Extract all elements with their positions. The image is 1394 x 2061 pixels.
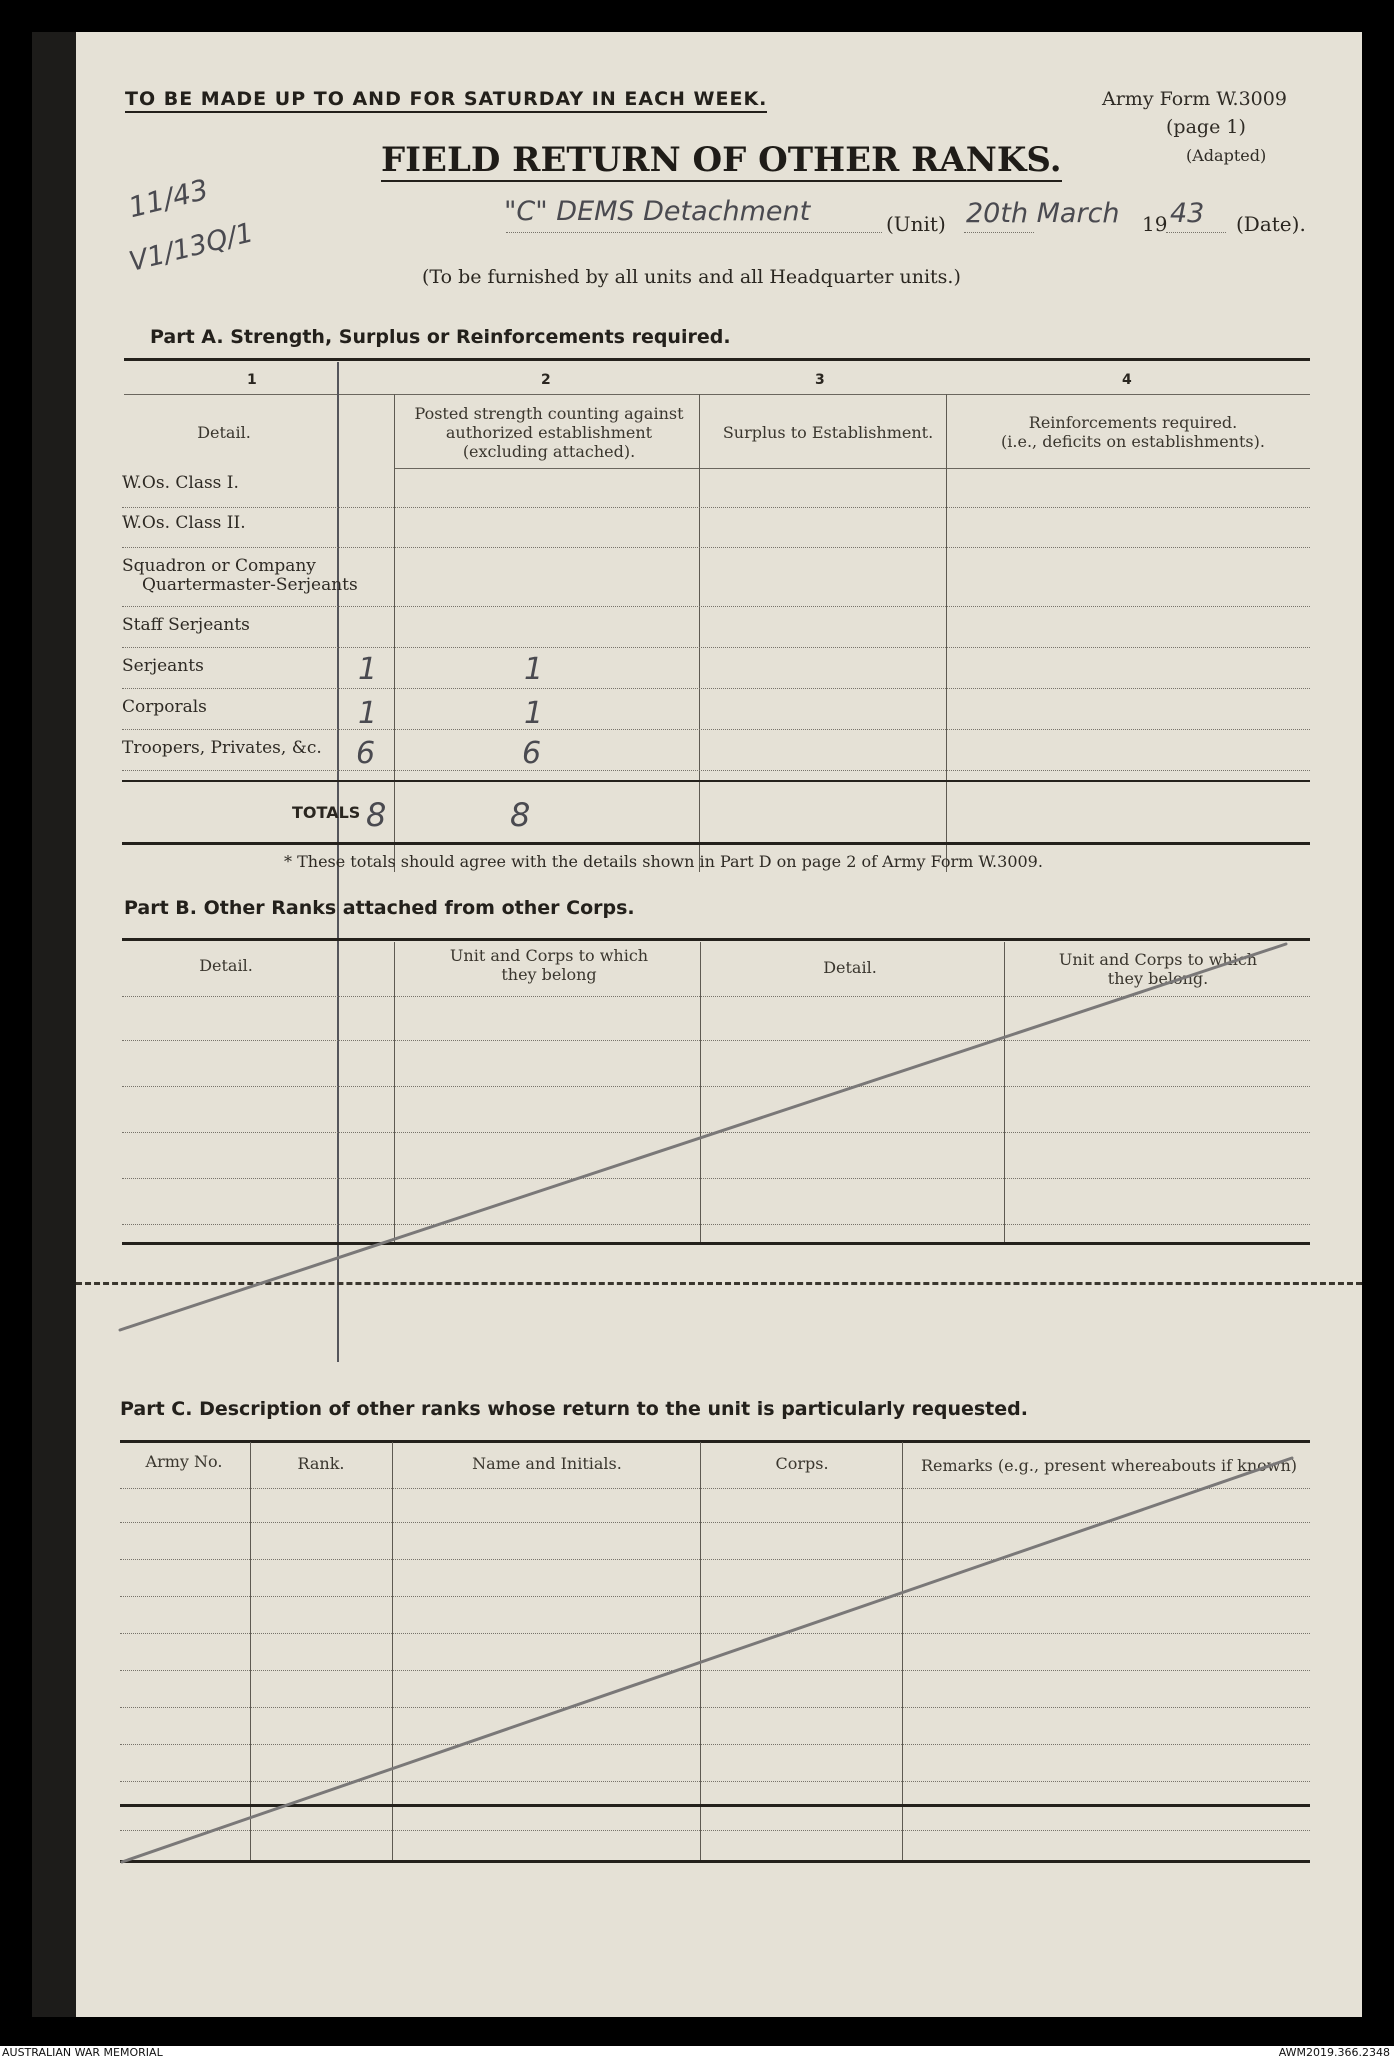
page-reference: (page 1) [1166, 116, 1246, 138]
part-b-strike-line [120, 944, 1286, 1330]
margin-note-reference: 11/43 [125, 172, 212, 225]
part-a-posted-header-line-2: authorized establishment [445, 423, 653, 442]
form-reference: Army Form W.3009 [1102, 88, 1287, 110]
part-a-row-staff-serjeants: Staff Serjeants [122, 615, 250, 635]
part-a-row-squadron-line-1: Squadron or Company [122, 556, 316, 576]
archive-footer [0, 2046, 1394, 2061]
part-a-reinforcements-header-line-1: Reinforcements required. [1028, 413, 1238, 432]
form-page [76, 32, 1362, 2017]
part-c-strike-line [122, 1458, 1292, 1862]
page-edge-shadow [32, 32, 76, 2017]
part-a-row-wos-class-2: W.Os. Class II. [122, 513, 246, 533]
pencil-strike-overlay [76, 32, 1362, 2017]
troopers-count-col1: 6 [356, 736, 376, 771]
part-a-row-corporals: Corporals [122, 697, 207, 717]
part-a-row-troopers: Troopers, Privates, &c. [122, 738, 322, 758]
unit-label: (Unit) [886, 212, 946, 236]
part-c-name-header: Name and Initials. [472, 1454, 622, 1473]
corporals-count-col2: 1 [524, 696, 544, 731]
year-prefix: 19 [1142, 212, 1168, 236]
part-a-col-number-2: 2 [541, 372, 551, 388]
part-a-footnote: * These totals should agree with the details shown in Part D on page 2 of Army Form W.3009. [284, 852, 1043, 871]
part-a-col-number-1: 1 [247, 372, 257, 388]
part-a-posted-header-line-3: (excluding attached). [462, 442, 636, 461]
part-a-detail-header: Detail. [197, 423, 251, 442]
year-value: 43 [1170, 198, 1205, 229]
troopers-count-col2: 6 [522, 736, 542, 771]
totals-col1: 8 [366, 796, 387, 834]
date-label: (Date). [1236, 212, 1306, 236]
part-c-title: Part C. Description of other ranks whose return to the unit is particularly requested. [120, 1398, 1028, 1420]
part-c-army-no-header: Army No. [145, 1452, 223, 1471]
part-a-row-squadron-line-2: Quartermaster-Serjeants [142, 575, 358, 595]
part-b-unit-corps-header-1a: Unit and Corps to which [449, 946, 649, 965]
part-a-reinforcements-header-line-2: (i.e., deficits on establishments). [1001, 432, 1265, 451]
part-a-col-number-4: 4 [1122, 372, 1132, 388]
unit-value: "C" DEMS Detachment [504, 196, 811, 227]
top-border [0, 0, 1394, 32]
header-instruction: TO BE MADE UP TO AND FOR SATURDAY IN EACH WEEK. [125, 88, 767, 113]
serjeants-count-col1: 1 [358, 652, 378, 687]
footer-accession-number: AWM2019.366.2348 [1278, 2046, 1390, 2059]
date-value: 20th March [966, 198, 1120, 229]
margin-note-file-number: V1/13Q/1 [126, 217, 257, 278]
totals-label: TOTALS [292, 803, 361, 822]
serjeants-count-col2: 1 [524, 652, 544, 687]
corporals-count-col1: 1 [358, 696, 378, 731]
part-b-detail-header-1: Detail. [199, 956, 253, 975]
form-title: FIELD RETURN OF OTHER RANKS. [381, 140, 1062, 180]
part-c-rank-header: Rank. [297, 1454, 345, 1473]
part-c-remarks-header: Remarks (e.g., present whereabouts if known) [920, 1456, 1298, 1475]
part-a-row-wos-class-1: W.Os. Class I. [122, 473, 239, 493]
totals-col2: 8 [510, 796, 531, 834]
furnish-instruction: (To be furnished by all units and all Headquarter units.) [422, 266, 961, 288]
footer-credit: AUSTRALIAN WAR MEMORIAL [2, 2046, 163, 2059]
part-a-title: Part A. Strength, Surplus or Reinforcements required. [150, 326, 731, 348]
part-b-detail-header-2: Detail. [823, 958, 877, 977]
part-b-title: Part B. Other Ranks attached from other Corps. [124, 897, 635, 919]
part-b-unit-corps-header-2b: they belong. [1107, 969, 1209, 988]
part-a-row-serjeants: Serjeants [122, 656, 204, 676]
part-b-unit-corps-header-2a: Unit and Corps to which [1058, 950, 1258, 969]
part-a-surplus-header: Surplus to Establishment. [722, 423, 934, 442]
adapted-note: (Adapted) [1186, 146, 1267, 165]
part-a-posted-header-line-1: Posted strength counting against [414, 404, 684, 423]
part-a-col-number-3: 3 [815, 372, 825, 388]
part-c-corps-header: Corps. [775, 1454, 829, 1473]
part-b-unit-corps-header-1b: they belong [501, 965, 597, 984]
